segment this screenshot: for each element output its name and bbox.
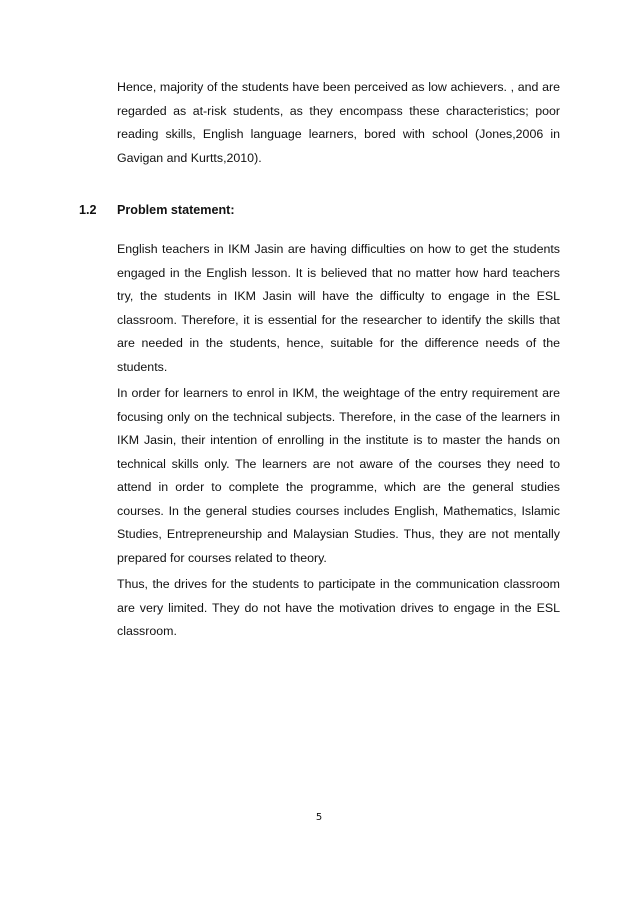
section-title: Problem statement: xyxy=(117,203,235,217)
body-paragraph: In order for learners to enrol in IKM, the weightage of the entry requirement are focusing only on the technical subjects. Therefore, in the case of the learners in IKM Jasin, their intention of enrolling in the institute is to master the hands on technical skills only. The learners are not aware of the courses they need to attend in order to complete the programme, which are the general studies courses. In the general studies courses includes English, Mathematics, Islamic Studies, Entrepreneurship and Malaysian Studies. Thus, they are not mentally prepared for courses related to theory. xyxy=(117,386,560,565)
page-number: 5 xyxy=(315,812,323,823)
body-paragraph: English teachers in IKM Jasin are having difficulties on how to get the students engaged in the English lesson. It is believed that no matter how hard teachers try, the students in IKM Jasin will have the difficulty to engage in the ESL classroom. Therefore, it is essential for the researcher to identify the skills that are needed in the students, hence, suitable for the difference needs of the students. xyxy=(117,242,560,374)
body-paragraph: Thus, the drives for the students to participate in the communication classroom are very limited. They do not have the motivation drives to engage in the ESL classroom. xyxy=(117,577,560,638)
intro-paragraph: Hence, majority of the students have been perceived as low achievers. , and are regarded as at-risk students, as they encompass these characteristics; poor reading skills, English language learners, bored with school (Jones,2006 in Gavigan and Kurtts,2010). xyxy=(117,80,560,165)
section-number: 1.2 xyxy=(79,203,97,217)
